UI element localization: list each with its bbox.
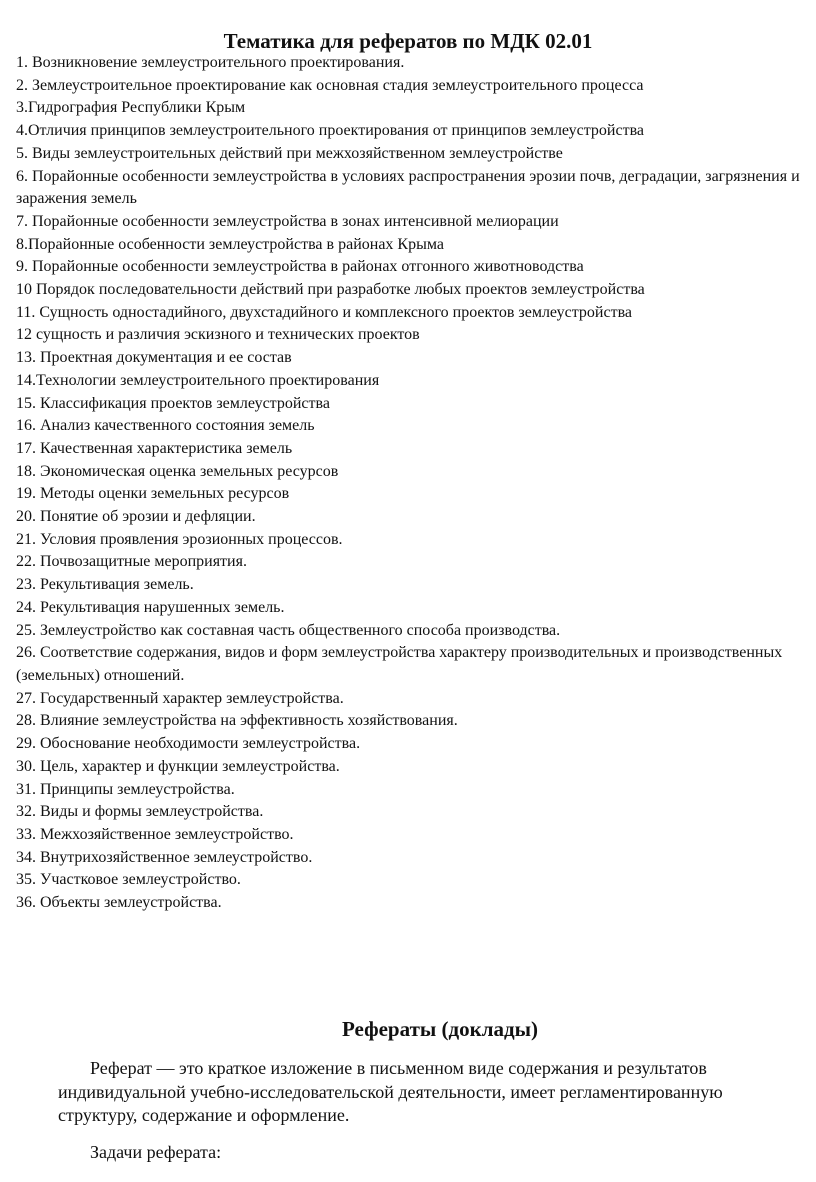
topic-item: 21. Условия проявления эрозионных процессов. (16, 530, 343, 548)
topic-item: 32. Виды и формы землеустройства. (16, 803, 264, 821)
topic-item: 6. Порайонные особенности землеустройства в условиях распространения эрозии почв, деградации, загрязнения и заражения земель (16, 167, 800, 208)
topic-item: 15. Классификация проектов землеустройства (16, 394, 330, 412)
topic-item: 24. Рекультивация нарушенных земель. (16, 598, 285, 616)
topic-item: 23. Рекультивация земель. (16, 576, 194, 594)
topic-item: 12 сущность и различия эскизного и технических проектов (16, 326, 420, 344)
topic-item: 22. Почвозащитные мероприятия. (16, 553, 247, 571)
topic-item: 27. Государственный характер землеустройства. (16, 689, 344, 707)
tasks-label: Задачи реферата: (90, 1142, 222, 1162)
topic-item: 10 Порядок последовательности действий при разработке любых проектов землеустройства (16, 281, 645, 299)
topic-item: 4.Отличия принципов землеустроительного проектирования от принципов землеустройства (16, 122, 645, 140)
topic-item: 8.Порайонные особенности землеустройства в районах Крыма (16, 235, 444, 253)
topic-item: 34. Внутрихозяйственное землеустройство. (16, 848, 313, 866)
topic-item: 16. Анализ качественного состояния земель (16, 417, 315, 435)
topic-item: 11. Сущность одностадийного, двухстадийного и комплексного проектов землеустройства (16, 303, 633, 321)
topic-item: 5. Виды землеустроительных действий при межхозяйственном землеустройстве (16, 144, 563, 162)
topic-item: 18. Экономическая оценка земельных ресурсов (16, 462, 339, 480)
section-title: Рефераты (доклады) (341, 1017, 539, 1041)
topic-item: 1. Возникновение землеустроительного проектирования. (16, 54, 405, 71)
topic-item: 13. Проектная документация и ее состав (16, 349, 292, 367)
definition-paragraph: Реферат — это краткое изложение в письменном виде содержания и результатов индивидуальной учебно-исследовательской деятельности, имеет регламентированную структуру, содержание и оформление. (58, 1058, 723, 1125)
topic-item: 30. Цель, характер и функции землеустройства. (16, 757, 340, 775)
topic-item: 14.Технологии землеустроительного проектирования (16, 371, 380, 389)
topic-item: 31. Принципы землеустройства. (16, 780, 235, 798)
topic-item: 35. Участковое землеустройство. (16, 871, 241, 889)
topics-list (16, 52, 801, 915)
topic-item: 33. Межхозяйственное землеустройство. (16, 825, 294, 843)
topic-item: 2. Землеустроительное проектирование как основная стадия землеустроительного процесса (16, 76, 644, 94)
topic-item: 20. Понятие об эрозии и дефляции. (16, 508, 256, 526)
topic-item: 28. Влияние землеустройства на эффективность хозяйствования. (16, 712, 458, 730)
topic-item: 3.Гидрография Республики Крым (16, 99, 246, 117)
page-title: Тематика для рефератов по МДК 02.01 (223, 29, 593, 53)
topic-item: 9. Порайонные особенности землеустройства в районах отгонного животноводства (16, 258, 584, 276)
topic-item: 17. Качественная характеристика земель (16, 439, 293, 457)
topic-item: 7. Порайонные особенности землеустройства в зонах интенсивной мелиорации (16, 212, 559, 230)
topic-item: 25. Землеустройство как составная часть общественного способа производства. (16, 621, 561, 639)
topic-item: 26. Соответствие содержания, видов и форм землеустройства характеру производительных и производственных (земельных) отношений. (16, 644, 783, 684)
topic-item: 36. Объекты землеустройства. (16, 894, 222, 912)
topic-item: 19. Методы оценки земельных ресурсов (16, 485, 290, 503)
topic-item: 29. Обоснование необходимости землеустройства. (16, 735, 361, 753)
